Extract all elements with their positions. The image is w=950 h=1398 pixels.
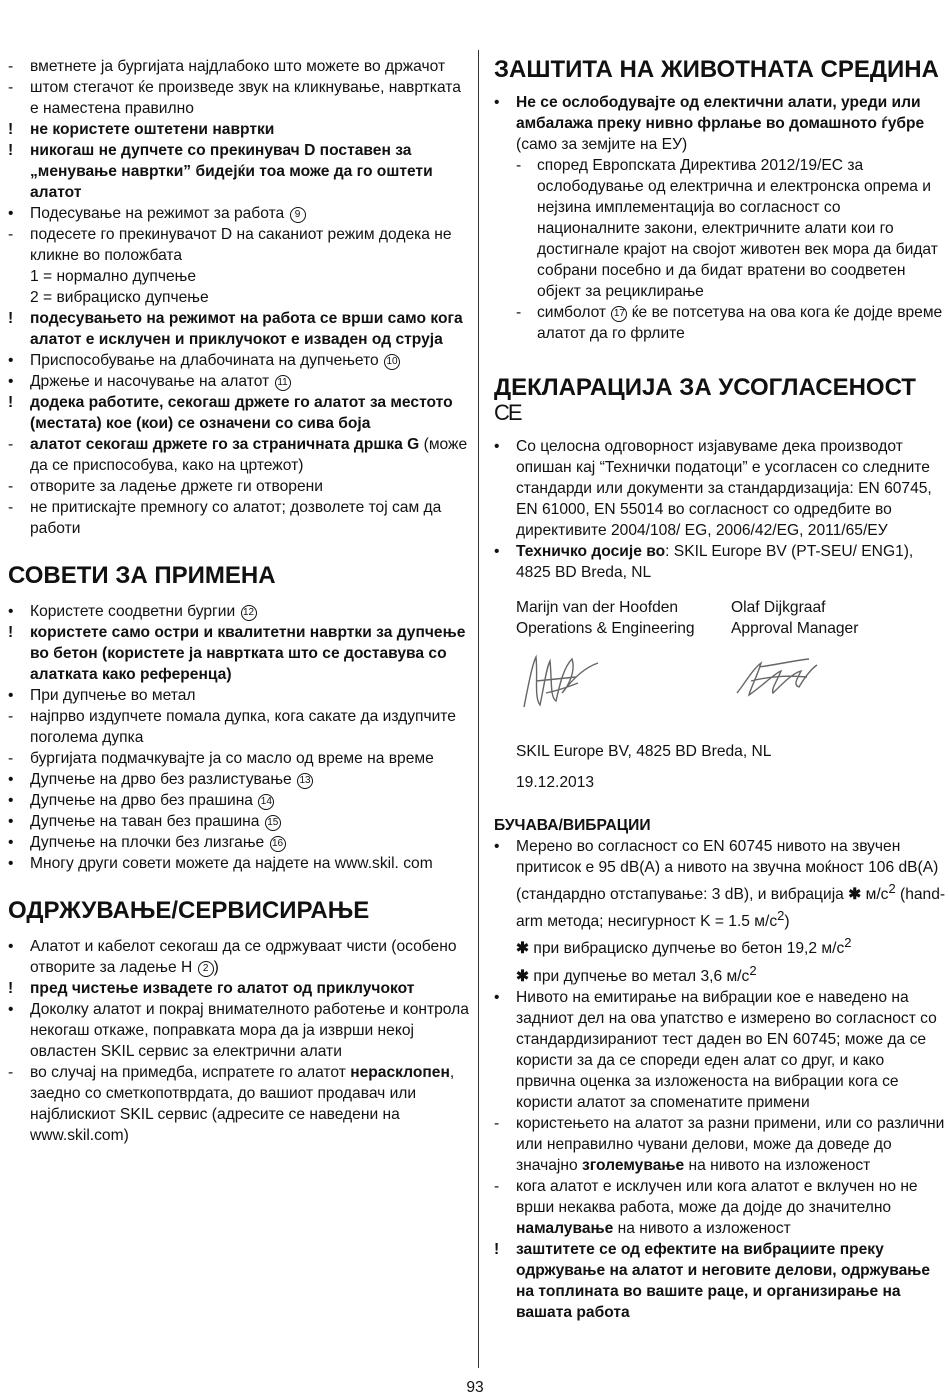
list-item: - бургијата подмачкувајте ја со масло од време на време (8, 750, 434, 767)
ce-mark-icon: CE (494, 400, 521, 425)
ref-number: 11 (275, 375, 291, 391)
item-text: 1 = нормално дупчење (30, 268, 196, 285)
signatories (494, 597, 946, 639)
item-text: најпрво издупчете помала дупка, кога сакате да издупчите поголема дупка (30, 708, 456, 746)
warning-text: пред чистење извадете го алатот од приклучокот (30, 980, 415, 997)
warning-item: ! не користете оштетени навртки (8, 121, 275, 138)
bullet-item: • Дупчење на таван без прашина 15 (8, 811, 470, 832)
asterisk-icon: ✱ (516, 967, 530, 985)
left-column (8, 56, 470, 1146)
item-text: отворите за ладење држете ги отворени (30, 478, 323, 495)
signatory-title: Operations & Engineering (516, 620, 695, 637)
warning-item: ! никогаш не дупчете со прекинувач D поставен за „менување навртки” бидејќи тоа може да го оштети алатот (8, 142, 433, 201)
bullet-item: • Техничко досије во: SKIL Europe BV (PT-SEU/ ENG1), 4825 BD Breda, NL (494, 543, 914, 581)
ref-number: 12 (241, 605, 257, 621)
item-text: Дупчење на дрво без прашина (30, 792, 253, 809)
list-item: - подесете го прекинувачот D на саканиот режим додека не кликне во положбата 1 = нормално дупчење 2 = вибрациско дупчење (8, 226, 452, 306)
item-text: бургијата подмачкувајте ја со масло од време на време (30, 750, 434, 767)
page-number: 93 (466, 1379, 484, 1396)
section-heading: СОВЕТИ ЗА ПРИМЕНА (8, 562, 276, 589)
declaration-date: 19.12.2013 (516, 774, 595, 791)
bullet-item: • Со целосна одговорност изјавуваме дека производот опишан кај “Технички податоци” е усогласен со следните стандарди или документи за стандардизација: EN 60745, EN 61000, EN 55014 во согласност со одредбите во директивите 2004/108/ EG, 2006/42/EG, 2011/65/ЕУ (494, 438, 932, 539)
signatory-title: Approval Manager (731, 620, 859, 637)
item-text: Алатот и кабелот секогаш да се одржуваат чисти (особено отворите за ладење H (30, 938, 457, 976)
item-text: подесете го прекинувачот D на саканиот режим додека не кликне во положбата (30, 226, 452, 264)
signature-1-icon (516, 647, 606, 717)
company-address: SKIL Europe BV, 4825 BD Breda, NL (516, 743, 772, 760)
item-text: Дупчење на дрво без разлистување (30, 771, 292, 788)
item-text: Многу други совети можете да најдете на www.skil. com (30, 855, 433, 872)
warning-text: не користете оштетени навртки (30, 121, 275, 138)
item-text: Нивото на емитирање на вибрации кое е наведено на задниот дел на ова упатство е измерено во согласност со стандардизираниот тест даден во EN 60745; може да се користи за да се спореди еден алат со друг, и како првична оценка за изложеноста на вибрации кога се користи алатот за споменатите примени (516, 988, 937, 1111)
list-item: - најпрво издупчете помала дупка, кога сакате да издупчите поголема дупка (8, 708, 456, 746)
bullet-item: • Нивото на емитирање на вибрации кое е наведено на задниот дел на ова упатство е измерено во согласност со стандардизираниот тест даден во EN 60745; може да се користи за да се спореди еден алат со друг, и како првична оценка за изложеноста на вибрации кога се користи алатот за споменатите примени (494, 988, 937, 1111)
bullet-item: • Дупчење на плочки без лизгање 16 (8, 832, 470, 853)
signatures (494, 647, 946, 739)
signatory-name: Olaf Dijkgraaf (731, 599, 826, 616)
column-divider (478, 50, 479, 1368)
item-text: 2 = вибрациско дупчење (30, 289, 209, 306)
item-text: Дупчење на плочки без лизгање (30, 834, 265, 851)
ref-number: 9 (290, 207, 306, 223)
ref-number: 10 (384, 354, 400, 370)
list-item: - не притискајте премногу со алатот; дозволете тој сам да работи (8, 499, 442, 537)
list-item: - симболот 17 ќе ве потсетува на ова кога ќе дојде време алатот да го фрлите (516, 304, 943, 342)
vibration-value: ✱ при дупчење во метал 3,6 $м/с^2$ (516, 962, 757, 985)
list-item: - вметнете ја бургијата најдлабоко што можете во држачот (8, 58, 446, 75)
asterisk-icon: ✱ (848, 886, 862, 904)
warning-item: ! пред чистење извадете го алатот од приклучокот (8, 980, 415, 997)
ref-number: 2 (198, 961, 214, 977)
ref-number: 17 (611, 306, 627, 322)
section-heading: ОДРЖУВАЊЕ/СЕРВИСИРАЊЕ (8, 897, 370, 924)
item-text: според Европската Директива 2012/19/EC за ослободување од електрична и електронска опрема и нејзина имплементација во согласност со националните закони, електричните алати кои го достигнале крајот на својот животен век мора да бидат собрани посебно и да бидат вратени во соодветен објект за рециклирање (537, 157, 938, 300)
section-heading: ДЕКЛАРАЦИЈА ЗА УСОГЛАСЕНОСТ (494, 374, 916, 401)
bullet-item: • При дупчење во метал (8, 687, 196, 704)
item-text: При дупчење во метал (30, 687, 196, 704)
ref-number: 16 (270, 836, 286, 852)
warning-text: подесувањето на режимот на работа се врши само кога алатот е исклучен и приклучокот е извaден од струја (30, 310, 463, 348)
bullet-item: • Дупчење на дрво без разлистување 13 (8, 769, 470, 790)
bullet-item: • Користете соодветни бургии 12 (8, 601, 470, 622)
list-item: - во случај на примедба, испратете го алатот нерасклопен, заедно со сметкопотврдата, до вашиот продавач или најблискиот SKIL сервис (адресите се наведени на www.skil.com) (8, 1064, 455, 1144)
bullet-item: • Многу други совети можете да најдете на www.skil. com (8, 855, 433, 872)
warning-text: никогаш не дупчете со прекинувач D поставен за „менување навртки” бидејќи тоа може да го оштети алатот (30, 142, 433, 201)
vibration-value: ✱ при вибрациско дупчење во бетон 19,2 $м/с^2$ (516, 935, 852, 958)
asterisk-icon: ✱ (516, 940, 530, 958)
list-item: - штом стегачот ќе произведе звук на кликнување, навртката е наместена правилно (8, 79, 461, 117)
warning-text: заштитете се од ефектите на вибрациите преку одржување на алатот и неговите делови, одржување на топлината во вашите раце, и организирање на вашата работа (516, 1240, 931, 1321)
item-text: Дупчење на таван без прашина (30, 813, 260, 830)
item-text: вметнете ја бургијата најдлабоко што можете во држачот (30, 58, 446, 75)
list-item: - отворите за ладење држете ги отворени (8, 478, 323, 495)
list-item: - алатот секогаш држете го за страничната дршка G (може да се приспособува, како на цртежот) (8, 436, 468, 474)
item-text: не притискајте премногу со алатот; дозволете тој сам да работи (30, 499, 442, 537)
right-column (494, 56, 946, 1323)
bullet-item: • Подесување на режимот за работа 9 (8, 203, 470, 224)
section-heading: БУЧАВА/ВИБРАЦИИ (494, 817, 651, 834)
warning-text: користете само остри и квалитетни навртки за дупчење во бетон (користете ја навртката што се доставува со алатката како референца) (30, 624, 466, 683)
bullet-item: • Не се ослободувајте од електични алати, уреди или амбалажа преку нивно фрлање во домашното ѓубре (само за земјите на ЕУ) (494, 94, 925, 153)
bullet-item: • Мерено во согласност со EN 60745 нивото на звучен притисок е 95 dB(A) а нивото на звучна моќност 106 dB(A) (стандардно отстапување: 3 dB), и вибрација ✱ $м/с^2$ (hand-arm метода; несигурност K = 1.5 $м/с^2$) (494, 838, 946, 931)
ref-number: 15 (265, 815, 281, 831)
warning-item: ! додека работите, секогаш држете го алатот за местото (местата) кое (кои) се означени со сива боја (8, 394, 453, 432)
ref-number: 14 (258, 794, 274, 810)
bullet-item: • Доколку алатот и покрај внимателното работење и контрола некогаш откаже, поправката мора да ја изврши некој овластен SKIL сервис за електрични алати (8, 1001, 469, 1060)
item-text: Користете соодветни бургии (30, 603, 236, 620)
warning-item: ! подесувањето на режимот на работа се врши само кога алатот е исклучен и приклучокот е извaден од струја (8, 310, 463, 348)
signature-2-icon (731, 647, 821, 707)
item-text: Со целосна одговорност изјавуваме дека производот опишан кај “Технички податоци” е усогласен со следните стандарди или документи за стандардизација: EN 60745, EN 61000, EN 55014 во согласност со одредбите во директивите 2004/108/ EG, 2006/42/EG, 2011/65/ЕУ (516, 438, 932, 539)
section-heading: ЗАШТИТА НА ЖИВОТНАТА СРЕДИНА (494, 56, 939, 83)
signatory-name: Marijn van der Hoofden (516, 599, 679, 616)
warning-item: ! користете само остри и квалитетни навртки за дупчење во бетон (користете ја навртката што се доставува со алатката како референца) (8, 624, 466, 683)
warning-item: ! заштитете се од ефектите на вибрациите преку одржување на алатот и неговите делови, одржување на топлината во вашите раце, и организирање на вашата работа (494, 1240, 931, 1321)
bullet-item: • Држење и насочување на алатот 11 (8, 371, 470, 392)
item-text-bold: алатот секогаш држете го за страничната дршка G (30, 436, 420, 453)
list-item: - според Европската Директива 2012/19/EC за ослободување од електрична и електронска опрема и нејзина имплементација во согласност со националните закони, електричните алати кои го достигнале крајот на својот животен век мора да бидат собрани посебно и да бидат вратени во соодветен објект за рециклирање (516, 157, 938, 300)
item-text: Држење и насочување на алатот (30, 373, 270, 390)
item-text: штом стегачот ќе произведе звук на кликнување, навртката е наместена правилно (30, 79, 461, 117)
bullet-item: • Алатот и кабелот секогаш да се одржуваат чисти (особено отворите за ладење H 2 ) (8, 938, 457, 976)
bullet-item: • Приспособување на длабочината на дупчењето 10 (8, 350, 470, 371)
list-item: - кога алатот е исклучен или кога алатот е вклучен но не врши некаква работа, може да дојде до значително намалување на нивото а изложеност (494, 1177, 918, 1237)
list-item: - користењето на алатот за разни примени, или со различни или неправилно чувани делови, може да доведе до значајно зголемување на нивото на изложеност (494, 1114, 945, 1174)
ref-number: 13 (297, 773, 313, 789)
bullet-item: • Дупчење на дрво без прашина 14 (8, 790, 470, 811)
warning-text: додека работите, секогаш држете го алатот за местото (местата) кое (кои) се означени со сива боја (30, 394, 453, 432)
item-text: Приспособување на длабочината на дупчењето (30, 352, 379, 369)
item-text: Доколку алатот и покрај внимателното работење и контрола некогаш откаже, поправката мора да ја изврши некој овластен SKIL сервис за електрични алати (30, 1001, 469, 1060)
item-text: (може да се приспособува, како на цртежот) (30, 436, 468, 474)
item-text: Подесување на режимот за работа (30, 205, 285, 222)
